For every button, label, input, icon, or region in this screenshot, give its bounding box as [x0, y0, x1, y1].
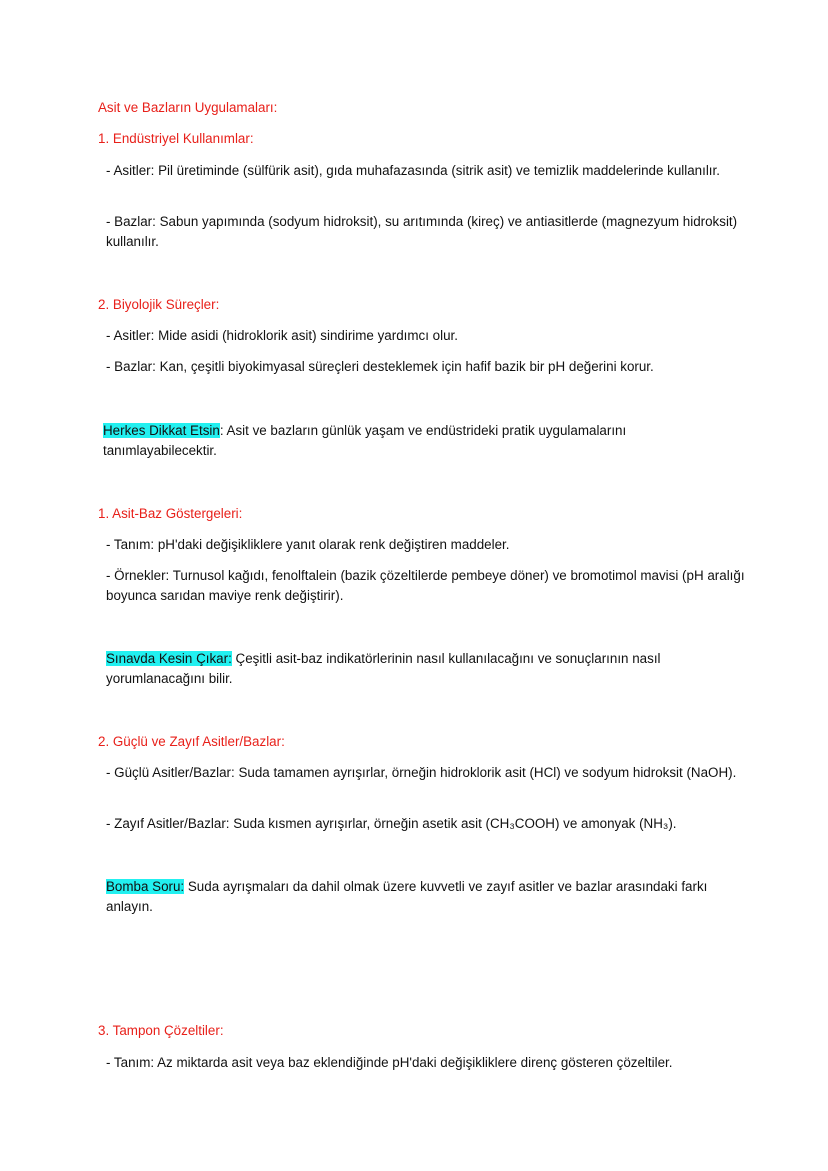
paragraph-buffers-definition: - Tanım: Az miktarda asit veya baz eklendiğinde pH'daki değişikliklere direnç gösteren çözeltiler.	[106, 1055, 673, 1070]
section-heading-strong-weak: 2. Güçlü ve Zayıf Asitler/Bazlar:	[98, 734, 285, 749]
highlight-label: Bomba Soru:	[106, 879, 185, 894]
note-bomba-soru	[98, 877, 746, 917]
paragraph-indicators-examples: - Örnekler: Turnusol kağıdı, fenolftalein (bazik çözeltilerde pembeye döner) ve bromotimol mavisi (pH aralığı boyunca sarıdan maviye renk değiştirir).	[106, 568, 749, 603]
highlight-label: Sınavda Kesin Çıkar:	[106, 651, 232, 666]
highlight-label: Herkes Dikkat Etsin	[103, 423, 220, 438]
note-text: Çeşitli asit-baz indikatörlerinin nasıl kullanılacağını ve sonuçlarının nasıl yorumlanacağını bilir.	[106, 651, 665, 686]
section-heading-indicators: 1. Asit-Baz Göstergeleri:	[98, 506, 243, 521]
section-heading-buffers: 3. Tampon Çözeltiler:	[98, 1023, 224, 1038]
note-sinavda-kesin	[98, 649, 746, 689]
paragraph-biological-bases: - Bazlar: Kan, çeşitli biyokimyasal süreçleri desteklemek için hafif bazik bir pH değerini korur.	[106, 359, 654, 374]
paragraph-industrial-acids: - Asitler: Pil üretiminde (sülfürik asit), gıda muhafazasında (sitrik asit) ve temizlik maddelerinde kullanılır.	[106, 163, 720, 178]
note-text: : Asit ve bazların günlük yaşam ve endüstrideki pratik uygulamalarını tanımlayabilecektir.	[103, 423, 630, 458]
paragraph-weak: - Zayıf Asitler/Bazlar: Suda kısmen ayrışırlar, örneğin asetik asit (CH₃COOH) ve amonyak (NH₃).	[106, 816, 677, 831]
paragraph-biological-acids: - Asitler: Mide asidi (hidroklorik asit) sindirime yardımcı olur.	[106, 328, 458, 343]
note-herkes-dikkat	[98, 421, 743, 461]
paragraph-industrial-bases: - Bazlar: Sabun yapımında (sodyum hidroksit), su arıtımında (kireç) ve antiasitlerde (magnezyum hidroksit) kullanılır.	[106, 214, 741, 249]
document-title: Asit ve Bazların Uygulamaları:	[98, 100, 278, 115]
section-heading-biological: 2. Biyolojik Süreçler:	[98, 297, 220, 312]
paragraph-strong: - Güçlü Asitler/Bazlar: Suda tamamen ayrışırlar, örneğin hidroklorik asit (HCl) ve sodyum hidroksit (NaOH).	[106, 765, 737, 780]
note-text: Suda ayrışmaları da dahil olmak üzere kuvvetli ve zayıf asitler ve bazlar arasındaki farkı anlayın.	[106, 879, 712, 914]
section-heading-industrial: 1. Endüstriyel Kullanımlar:	[98, 131, 254, 146]
paragraph-indicators-definition: - Tanım: pH'daki değişikliklere yanıt olarak renk değiştiren maddeler.	[106, 537, 510, 552]
